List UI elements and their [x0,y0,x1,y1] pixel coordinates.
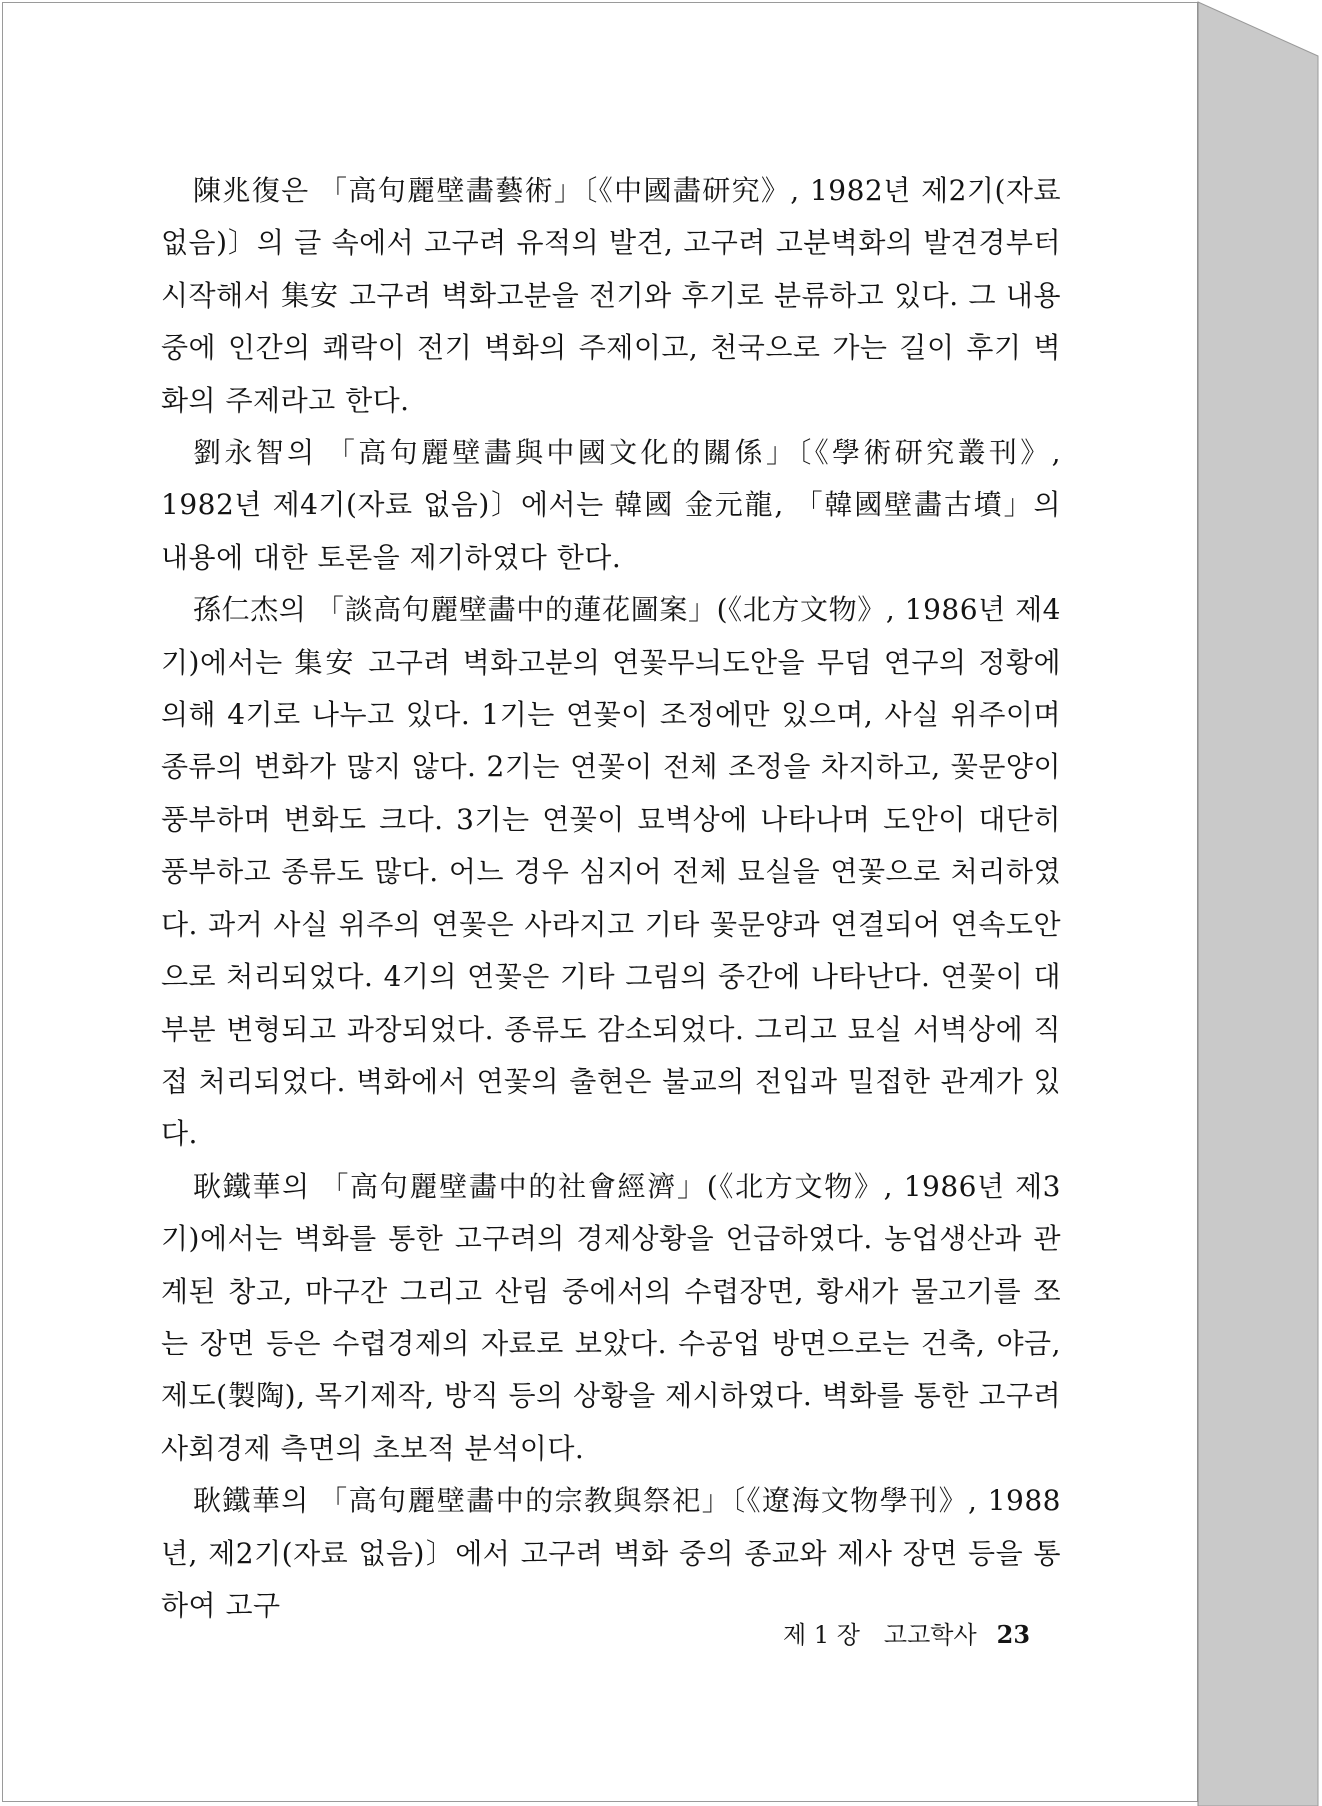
paragraph-4: 耿鐵華의 「高句麗壁畵中的社會經濟」(《北方文物》, 1986년 제3기)에서는 벽화를 통한 고구려의 경제상황을 언급하였다. 농업생산과 관계된 창고, 마구간 그리고 산림 중에서의 수렵장면, 황새가 물고기를 쪼는 장면 등은 수렵경제의 자료로 보았다. 수공업 방면으로는 건축, 야금, 제도(製陶), 목기제작, 방직 등의 상황을 제시하였다. 벽화를 통한 고구려 사회경제 측면의 초보적 분석이다. [161,1169,1061,1465]
chapter-label: 제 1 장 [783,1621,860,1649]
paragraph-2: 劉永智의 「高句麗壁畵與中國文化的關係」〔《學術研究叢刊》, 1982년 제4기(자료 없음)〕에서는 韓國 金元龍, 「韓國壁畵古墳」의 내용에 대한 토론을 제기하였다 한다. [161,436,1061,574]
paragraph-3: 孫仁杰의 「談高句麗壁畵中的蓮花圖案」(《北方文物》, 1986년 제4기)에서는 集安 고구려 벽화고분의 연꽃무늬도안을 무덤 연구의 정황에 의해 4기로 나누고 있다. 1기는 연꽃이 조정에만 있으며, 사실 위주이며 종류의 변화가 많지 않다. 2기는 연꽃이 전체 조정을 차지하고, 꽃문양이 풍부하며 변화도 크다. 3기는 연꽃이 묘벽상에 나타나며 도안이 대단히 풍부하고 종류도 많다. 어느 경우 심지어 전체 묘실을 연꽃으로 처리하였다. 과거 사실 위주의 연꽃은 사라지고 기타 꽃문양과 연결되어 연속도안으로 처리되었다. 4기의 연꽃은 기타 그림의 중간에 나타난다. 연꽃이 대부분 변형되고 과장되었다. 종류도 감소되었다. 그리고 묘실 서벽상에 직접 처리되었다. 벽화에서 연꽃의 출현은 불교의 전입과 밀접한 관계가 있다. [161,593,1061,1151]
page-number: 23 [996,1620,1031,1649]
paragraph-1: 陳兆復은 「高句麗壁畵藝術」〔《中國畵研究》, 1982년 제2기(자료 없음)〕의 글 속에서 고구려 유적의 발견, 고구려 고분벽화의 발견경부터 시작해서 集安 고구려 벽화고분을 전기와 후기로 분류하고 있다. 그 내용 중에 인간의 쾌락이 전기 벽화의 주제이고, 천국으로 가는 길이 후기 벽화의 주제라고 한다. [161,174,1061,417]
paragraph-5: 耿鐵華의 「高句麗壁畵中的宗教與祭祀」〔《遼海文物學刊》, 1988년, 제2기(자료 없음)〕에서 고구려 벽화 중의 종교와 제사 장면 등을 통하여 고구 [161,1484,1061,1622]
section-title: 고고학사 [883,1621,977,1649]
